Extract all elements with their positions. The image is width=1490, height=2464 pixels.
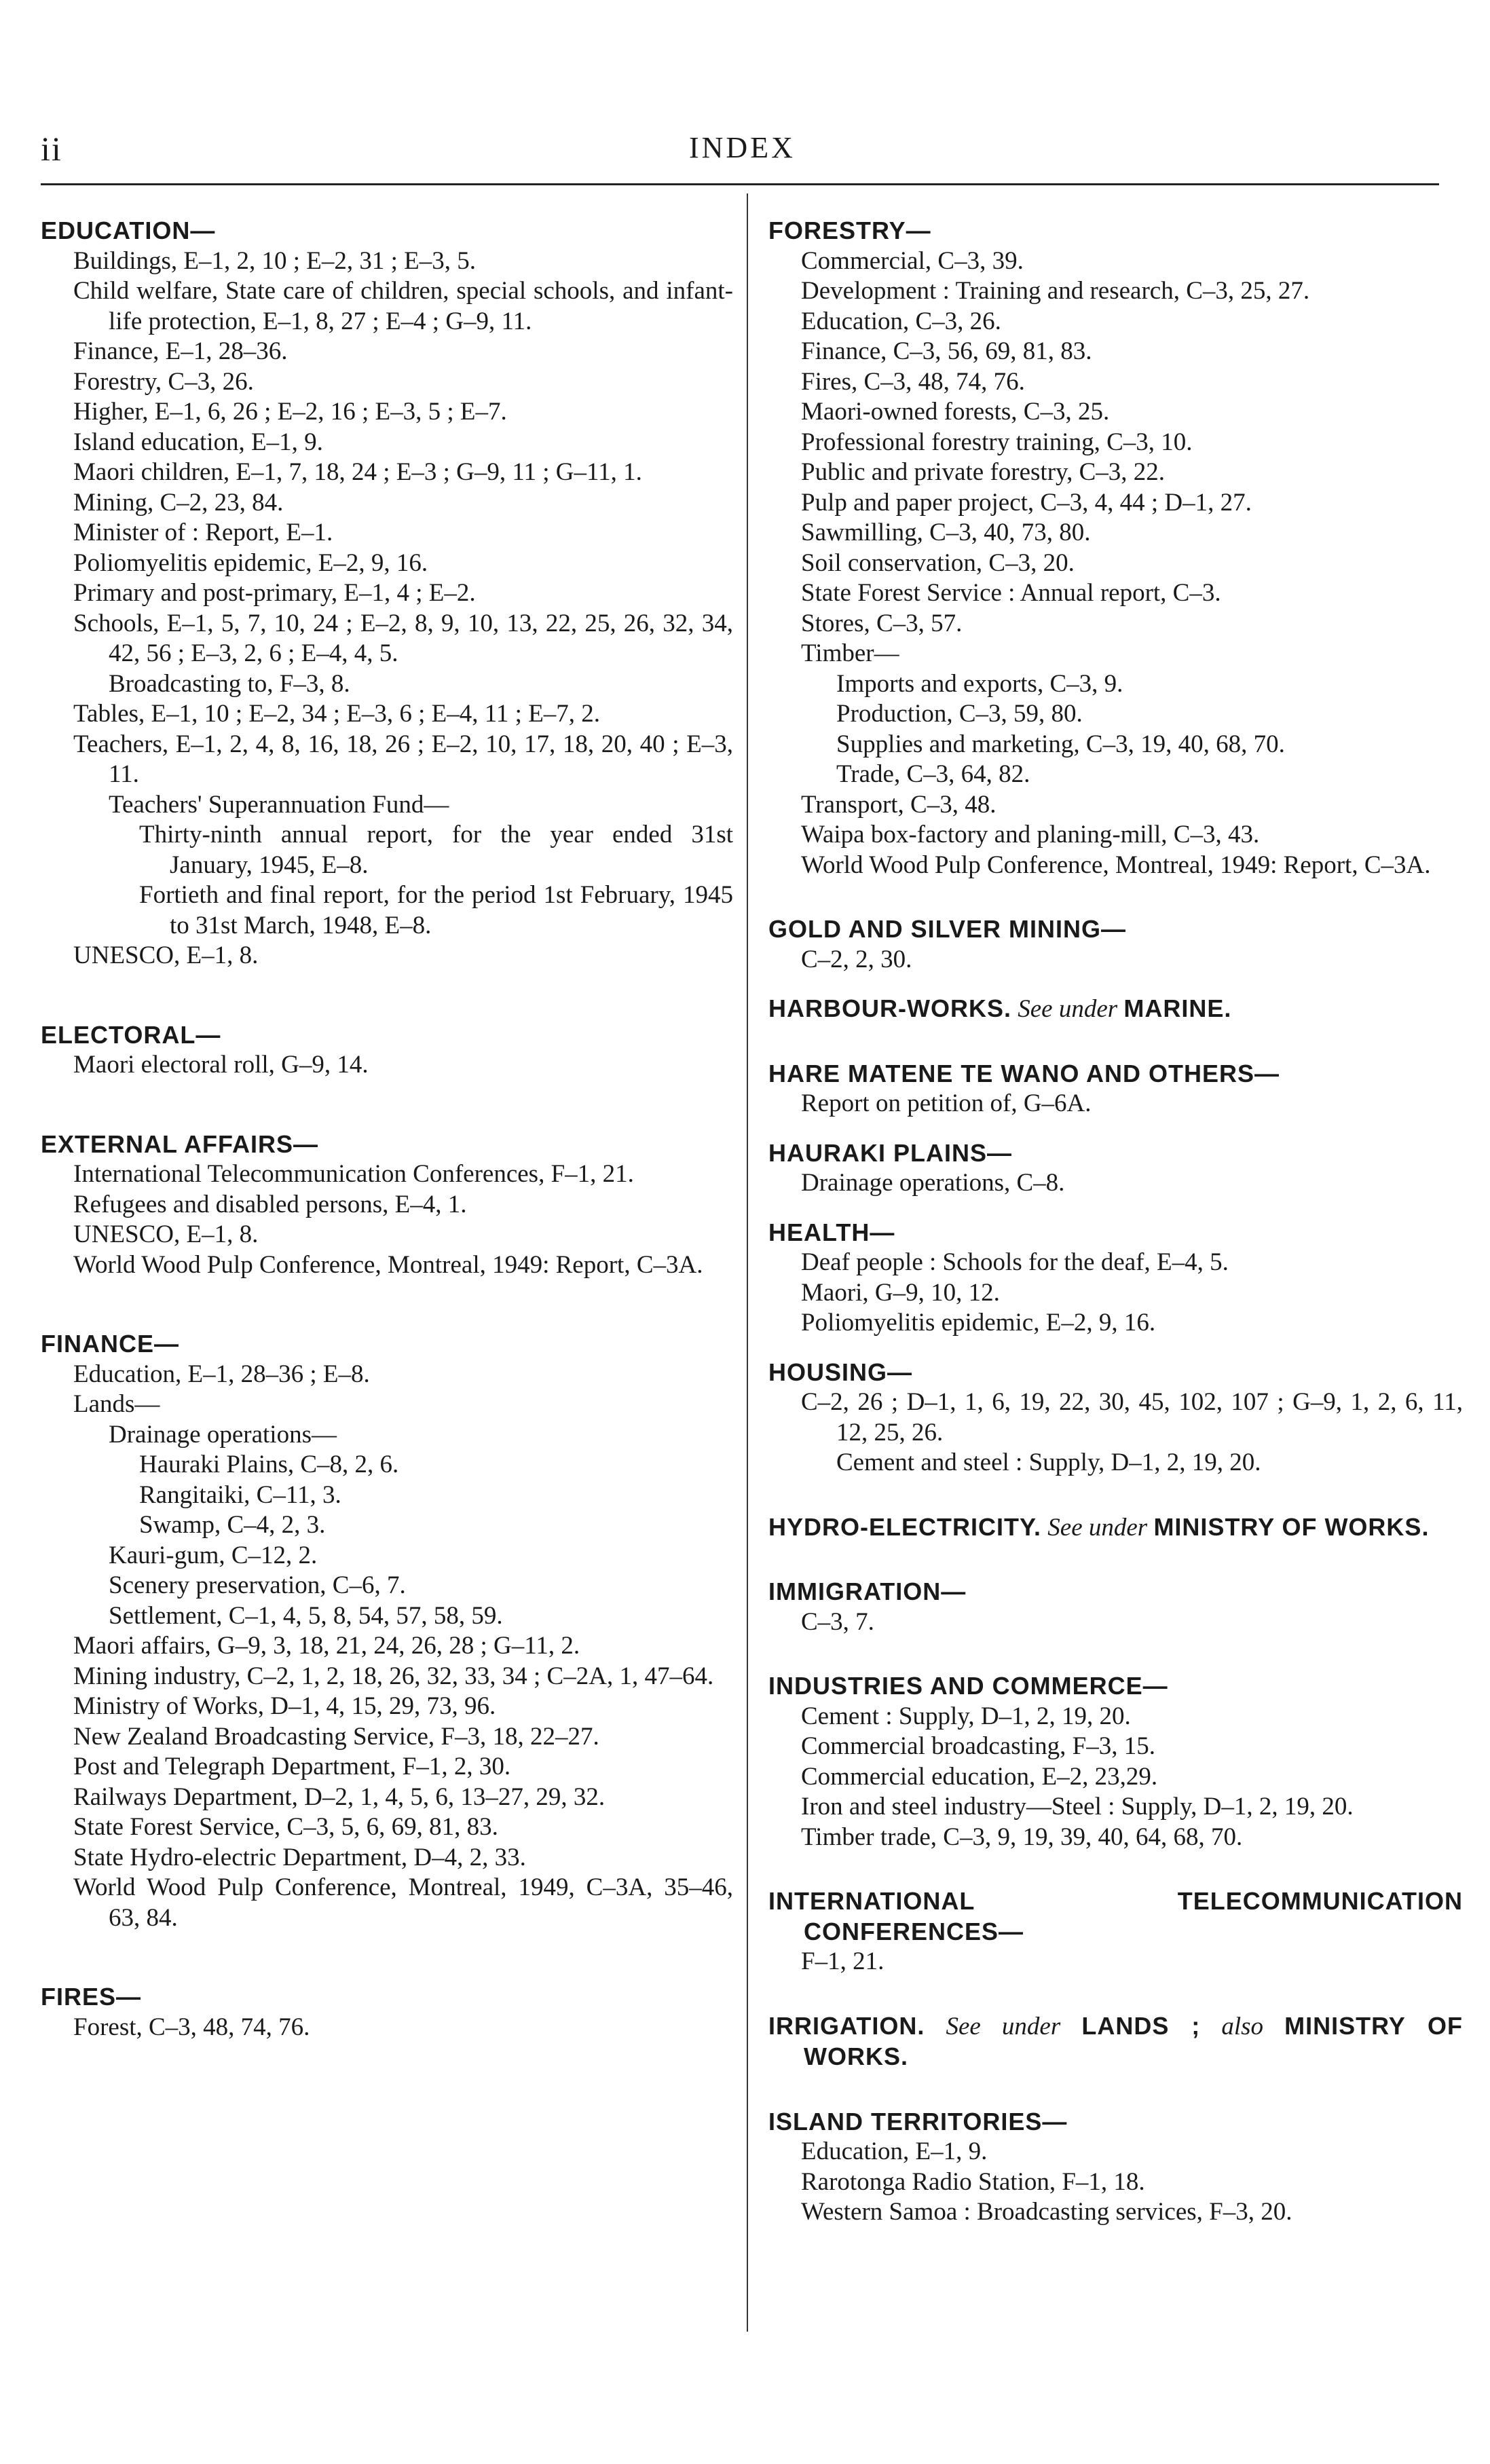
subentry: Timber trade, C–3, 9, 19, 39, 40, 64, 68, 70. bbox=[801, 1823, 1243, 1851]
cross-reference: MARINE. bbox=[1123, 994, 1232, 1022]
subentry: World Wood Pulp Conference, Montreal, 1949, C–3A, 35–46, 63, 84. bbox=[73, 1873, 733, 1932]
index-entry-electoral bbox=[41, 1020, 733, 1081]
subentry: Maori electoral roll, G–9, 14. bbox=[73, 1051, 369, 1079]
subentry: UNESCO, E–1, 8. bbox=[73, 1220, 259, 1248]
entry-heading: HYDRO-ELECTRICITY. bbox=[768, 1512, 1042, 1541]
index-entry-immigration bbox=[768, 1577, 1463, 1637]
index-entry-industries-commerce bbox=[768, 1671, 1463, 1852]
subentry: International Telecommunication Conferences, F–1, 21. bbox=[73, 1160, 634, 1188]
subentry: State Forest Service : Annual report, C–3. bbox=[801, 579, 1221, 607]
subentry: Island education, E–1, 9. bbox=[73, 428, 323, 456]
subentry: Rangitaiki, C–11, 3. bbox=[139, 1480, 341, 1509]
subentry: Iron and steel industry—Steel : Supply, D–1, 2, 19, 20. bbox=[801, 1793, 1354, 1821]
subentry: Sawmilling, C–3, 40, 73, 80. bbox=[801, 519, 1091, 546]
subentry: Western Samoa : Broadcasting services, F–3, 20. bbox=[801, 2198, 1292, 2226]
subentry: State Forest Service, C–3, 5, 6, 69, 81, 83. bbox=[73, 1813, 498, 1841]
subentry: Finance, C–3, 56, 69, 81, 83. bbox=[801, 337, 1092, 365]
subentry: Timber— bbox=[801, 639, 899, 667]
subentry: Cement : Supply, D–1, 2, 19, 20. bbox=[801, 1702, 1131, 1730]
entry-heading: HARBOUR-WORKS. bbox=[768, 994, 1011, 1022]
entry-heading: INDUSTRIES AND COMMERCE— bbox=[768, 1672, 1168, 1700]
see-under-text: See under bbox=[946, 2012, 1061, 2040]
subentry: Thirty-ninth annual report, for the year ended 31st January, 1945, E–8. bbox=[139, 821, 733, 879]
subentry: Stores, C–3, 57. bbox=[801, 609, 963, 637]
subentry: Kauri-gum, C–12, 2. bbox=[109, 1541, 318, 1569]
subentry: Maori children, E–1, 7, 18, 24 ; E–3 ; G–9, 11 ; G–11, 1. bbox=[73, 458, 642, 486]
index-entry-external-affairs bbox=[41, 1130, 733, 1281]
index-entry-irrigation bbox=[768, 2011, 1463, 2073]
cross-reference-2: MINISTRY OF WORKS. bbox=[804, 2011, 1464, 2070]
subentry: Fires, C–3, 48, 74, 76. bbox=[801, 367, 1025, 396]
subentry: Forest, C–3, 48, 74, 76. bbox=[73, 2013, 310, 2041]
subentry: Buildings, E–1, 2, 10 ; E–2, 31 ; E–3, 5. bbox=[73, 246, 477, 275]
subentry: Drainage operations— bbox=[109, 1420, 337, 1449]
subentry: Trade, C–3, 64, 82. bbox=[836, 760, 1030, 788]
subentry: Railways Department, D–2, 1, 4, 5, 6, 13–27, 29, 32. bbox=[73, 1782, 606, 1811]
subentry: Refugees and disabled persons, E–4, 1. bbox=[73, 1190, 467, 1218]
index-entry-hydro-electricity bbox=[768, 1512, 1463, 1544]
entry-heading: GOLD AND SILVER MINING— bbox=[768, 915, 1126, 943]
subentry: Education, E–1, 9. bbox=[801, 2138, 988, 2165]
running-head: INDEX bbox=[689, 131, 796, 164]
index-entry-gold-silver-mining bbox=[768, 914, 1463, 975]
subentry: Poliomyelitis epidemic, E–2, 9, 16. bbox=[73, 548, 428, 577]
subentry: Maori affairs, G–9, 3, 18, 21, 24, 26, 28 ; G–11, 2. bbox=[73, 1632, 580, 1660]
entry-heading: ISLAND TERRITORIES— bbox=[768, 2107, 1068, 2135]
subentry: UNESCO, E–1, 8. bbox=[73, 941, 259, 969]
index-entry-international-telecommunication bbox=[768, 1886, 1463, 1977]
subentry: Scenery preservation, C–6, 7. bbox=[109, 1571, 406, 1599]
index-entry-harbour-works bbox=[768, 994, 1463, 1025]
also-text: also bbox=[1221, 2012, 1264, 2040]
subentry: Report on petition of, G–6A. bbox=[801, 1089, 1092, 1117]
subentry: Forestry, C–3, 26. bbox=[73, 367, 254, 396]
subentry: Ministry of Works, D–1, 4, 15, 29, 73, 96. bbox=[73, 1692, 496, 1720]
subentry: Rarotonga Radio Station, F–1, 18. bbox=[801, 2167, 1145, 2196]
index-entry-fires bbox=[41, 1982, 733, 2042]
index-entry-forestry bbox=[768, 216, 1463, 880]
subentry: Mining, C–2, 23, 84. bbox=[73, 488, 284, 517]
left-column bbox=[41, 216, 733, 2042]
entry-heading: HARE MATENE TE WANO AND OTHERS— bbox=[768, 1059, 1280, 1087]
cross-reference: MINISTRY OF WORKS. bbox=[1153, 1512, 1430, 1541]
subentry: Hauraki Plains, C–8, 2, 6. bbox=[139, 1451, 399, 1478]
see-under-text: See under bbox=[1047, 1513, 1148, 1542]
subentry: Commercial education, E–2, 23,29. bbox=[801, 1762, 1158, 1791]
subentry: Waipa box-factory and planing-mill, C–3, 43. bbox=[801, 821, 1260, 848]
subentry: Production, C–3, 59, 80. bbox=[836, 700, 1083, 728]
subentry: C–2, 2, 30. bbox=[801, 945, 912, 973]
subentry: Pulp and paper project, C–3, 4, 44 ; D–1, 27. bbox=[801, 488, 1252, 517]
subentry: Public and private forestry, C–3, 22. bbox=[801, 458, 1166, 486]
subentry: Lands— bbox=[73, 1390, 160, 1418]
subentry: Maori, G–9, 10, 12. bbox=[801, 1278, 1000, 1307]
subentry: Imports and exports, C–3, 9. bbox=[836, 669, 1123, 698]
subentry: Tables, E–1, 10 ; E–2, 34 ; E–3, 6 ; E–4, 11 ; E–7, 2. bbox=[73, 700, 601, 728]
subentry: Finance, E–1, 28–36. bbox=[73, 337, 288, 365]
entry-heading: EDUCATION— bbox=[41, 217, 216, 244]
entry-heading: HOUSING— bbox=[768, 1358, 913, 1386]
subentry: Supplies and marketing, C–3, 19, 40, 68, 70. bbox=[836, 730, 1285, 758]
entry-heading: EXTERNAL AFFAIRS— bbox=[41, 1130, 319, 1158]
entry-heading: HEALTH— bbox=[768, 1218, 895, 1246]
subentry: C–2, 26 ; D–1, 1, 6, 19, 22, 30, 45, 102, 107 ; G–9, 1, 2, 6, 11, 12, 25, 26. bbox=[801, 1388, 1463, 1446]
subentry: Maori-owned forests, C–3, 25. bbox=[801, 398, 1110, 426]
entry-heading: HAURAKI PLAINS— bbox=[768, 1138, 1013, 1167]
entry-heading: INTERNATIONAL TELECOMMUNICATION CONFERENCES— bbox=[768, 1887, 1463, 1945]
index-entry-housing bbox=[768, 1358, 1463, 1478]
subentry: Commercial, C–3, 39. bbox=[801, 246, 1024, 275]
entry-heading: FIRES— bbox=[41, 1983, 142, 2011]
entry-heading: IRRIGATION. bbox=[768, 2011, 925, 2040]
entry-heading: FINANCE— bbox=[41, 1330, 179, 1358]
subentry: Professional forestry training, C–3, 10. bbox=[801, 428, 1193, 456]
right-column bbox=[768, 216, 1463, 2228]
entry-heading: IMMIGRATION— bbox=[768, 1578, 967, 1605]
subentry: Mining industry, C–2, 1, 2, 18, 26, 32, 33, 34 ; C–2A, 1, 47–64. bbox=[73, 1662, 714, 1690]
subentry: Schools, E–1, 5, 7, 10, 24 ; E–2, 8, 9, 10, 13, 22, 25, 26, 32, 34, 42, 56 ; E–3, 2, 6 ; E–4, 4, 5. bbox=[73, 609, 733, 667]
subentry: State Hydro-electric Department, D–4, 2, 33. bbox=[73, 1843, 526, 1871]
index-entry-hauraki-plains bbox=[768, 1138, 1463, 1199]
index-entry-finance bbox=[41, 1329, 733, 1933]
cross-reference: LANDS ; bbox=[1081, 2011, 1201, 2040]
subentry: F–1, 21. bbox=[801, 1947, 884, 1975]
subentry: Drainage operations, C–8. bbox=[801, 1169, 1065, 1197]
subentry: Poliomyelitis epidemic, E–2, 9, 16. bbox=[801, 1309, 1156, 1337]
subentry: New Zealand Broadcasting Service, F–3, 18, 22–27. bbox=[73, 1722, 599, 1751]
subentry: Swamp, C–4, 2, 3. bbox=[139, 1511, 326, 1539]
subentry: Soil conservation, C–3, 20. bbox=[801, 548, 1075, 577]
page-number: ii bbox=[41, 130, 62, 168]
subentry: Development : Training and research, C–3, 25, 27. bbox=[801, 277, 1310, 305]
index-entry-health bbox=[768, 1218, 1463, 1339]
subentry: Education, E–1, 28–36 ; E–8. bbox=[73, 1360, 370, 1388]
subentry: Higher, E–1, 6, 26 ; E–2, 16 ; E–3, 5 ; E–7. bbox=[73, 398, 507, 426]
subentry: Education, C–3, 26. bbox=[801, 307, 1001, 335]
header-rule bbox=[41, 183, 1439, 185]
subentry: Settlement, C–1, 4, 5, 8, 54, 57, 58, 59. bbox=[109, 1601, 503, 1630]
subentry: Fortieth and final report, for the period 1st February, 1945 to 31st March, 1948, E–8. bbox=[139, 881, 733, 939]
subentry: World Wood Pulp Conference, Montreal, 1949: Report, C–3A. bbox=[73, 1250, 703, 1279]
index-entry-education bbox=[41, 216, 733, 971]
subentry: Primary and post-primary, E–1, 4 ; E–2. bbox=[73, 579, 476, 607]
entry-heading: FORESTRY— bbox=[768, 217, 931, 244]
subentry: World Wood Pulp Conference, Montreal, 1949: Report, C–3A. bbox=[801, 851, 1431, 879]
subentry: Child welfare, State care of children, special schools, and infant-life protection, E–1, 8, 27 ; E–4 ; G–9, 11. bbox=[73, 277, 733, 335]
subentry: C–3, 7. bbox=[801, 1607, 874, 1636]
subentry: Deaf people : Schools for the deaf, E–4, 5. bbox=[801, 1248, 1229, 1276]
subentry: Teachers' Superannuation Fund— bbox=[109, 790, 449, 819]
subentry: Broadcasting to, F–3, 8. bbox=[109, 669, 350, 698]
index-entry-hare-matene bbox=[768, 1059, 1463, 1119]
column-divider bbox=[747, 193, 748, 2332]
see-under-text: See under bbox=[1018, 995, 1118, 1023]
subentry: Cement and steel : Supply, D–1, 2, 19, 20. bbox=[836, 1449, 1261, 1476]
subentry: Minister of : Report, E–1. bbox=[73, 519, 333, 546]
entry-heading: ELECTORAL— bbox=[41, 1020, 221, 1049]
subentry: Teachers, E–1, 2, 4, 8, 16, 18, 26 ; E–2, 10, 17, 18, 20, 40 ; E–3, 11. bbox=[73, 730, 733, 788]
index-entry-island-territories bbox=[768, 2107, 1463, 2228]
subentry: Post and Telegraph Department, F–1, 2, 30. bbox=[73, 1753, 511, 1780]
subentry: Transport, C–3, 48. bbox=[801, 790, 997, 819]
subentry: Commercial broadcasting, F–3, 15. bbox=[801, 1732, 1156, 1760]
